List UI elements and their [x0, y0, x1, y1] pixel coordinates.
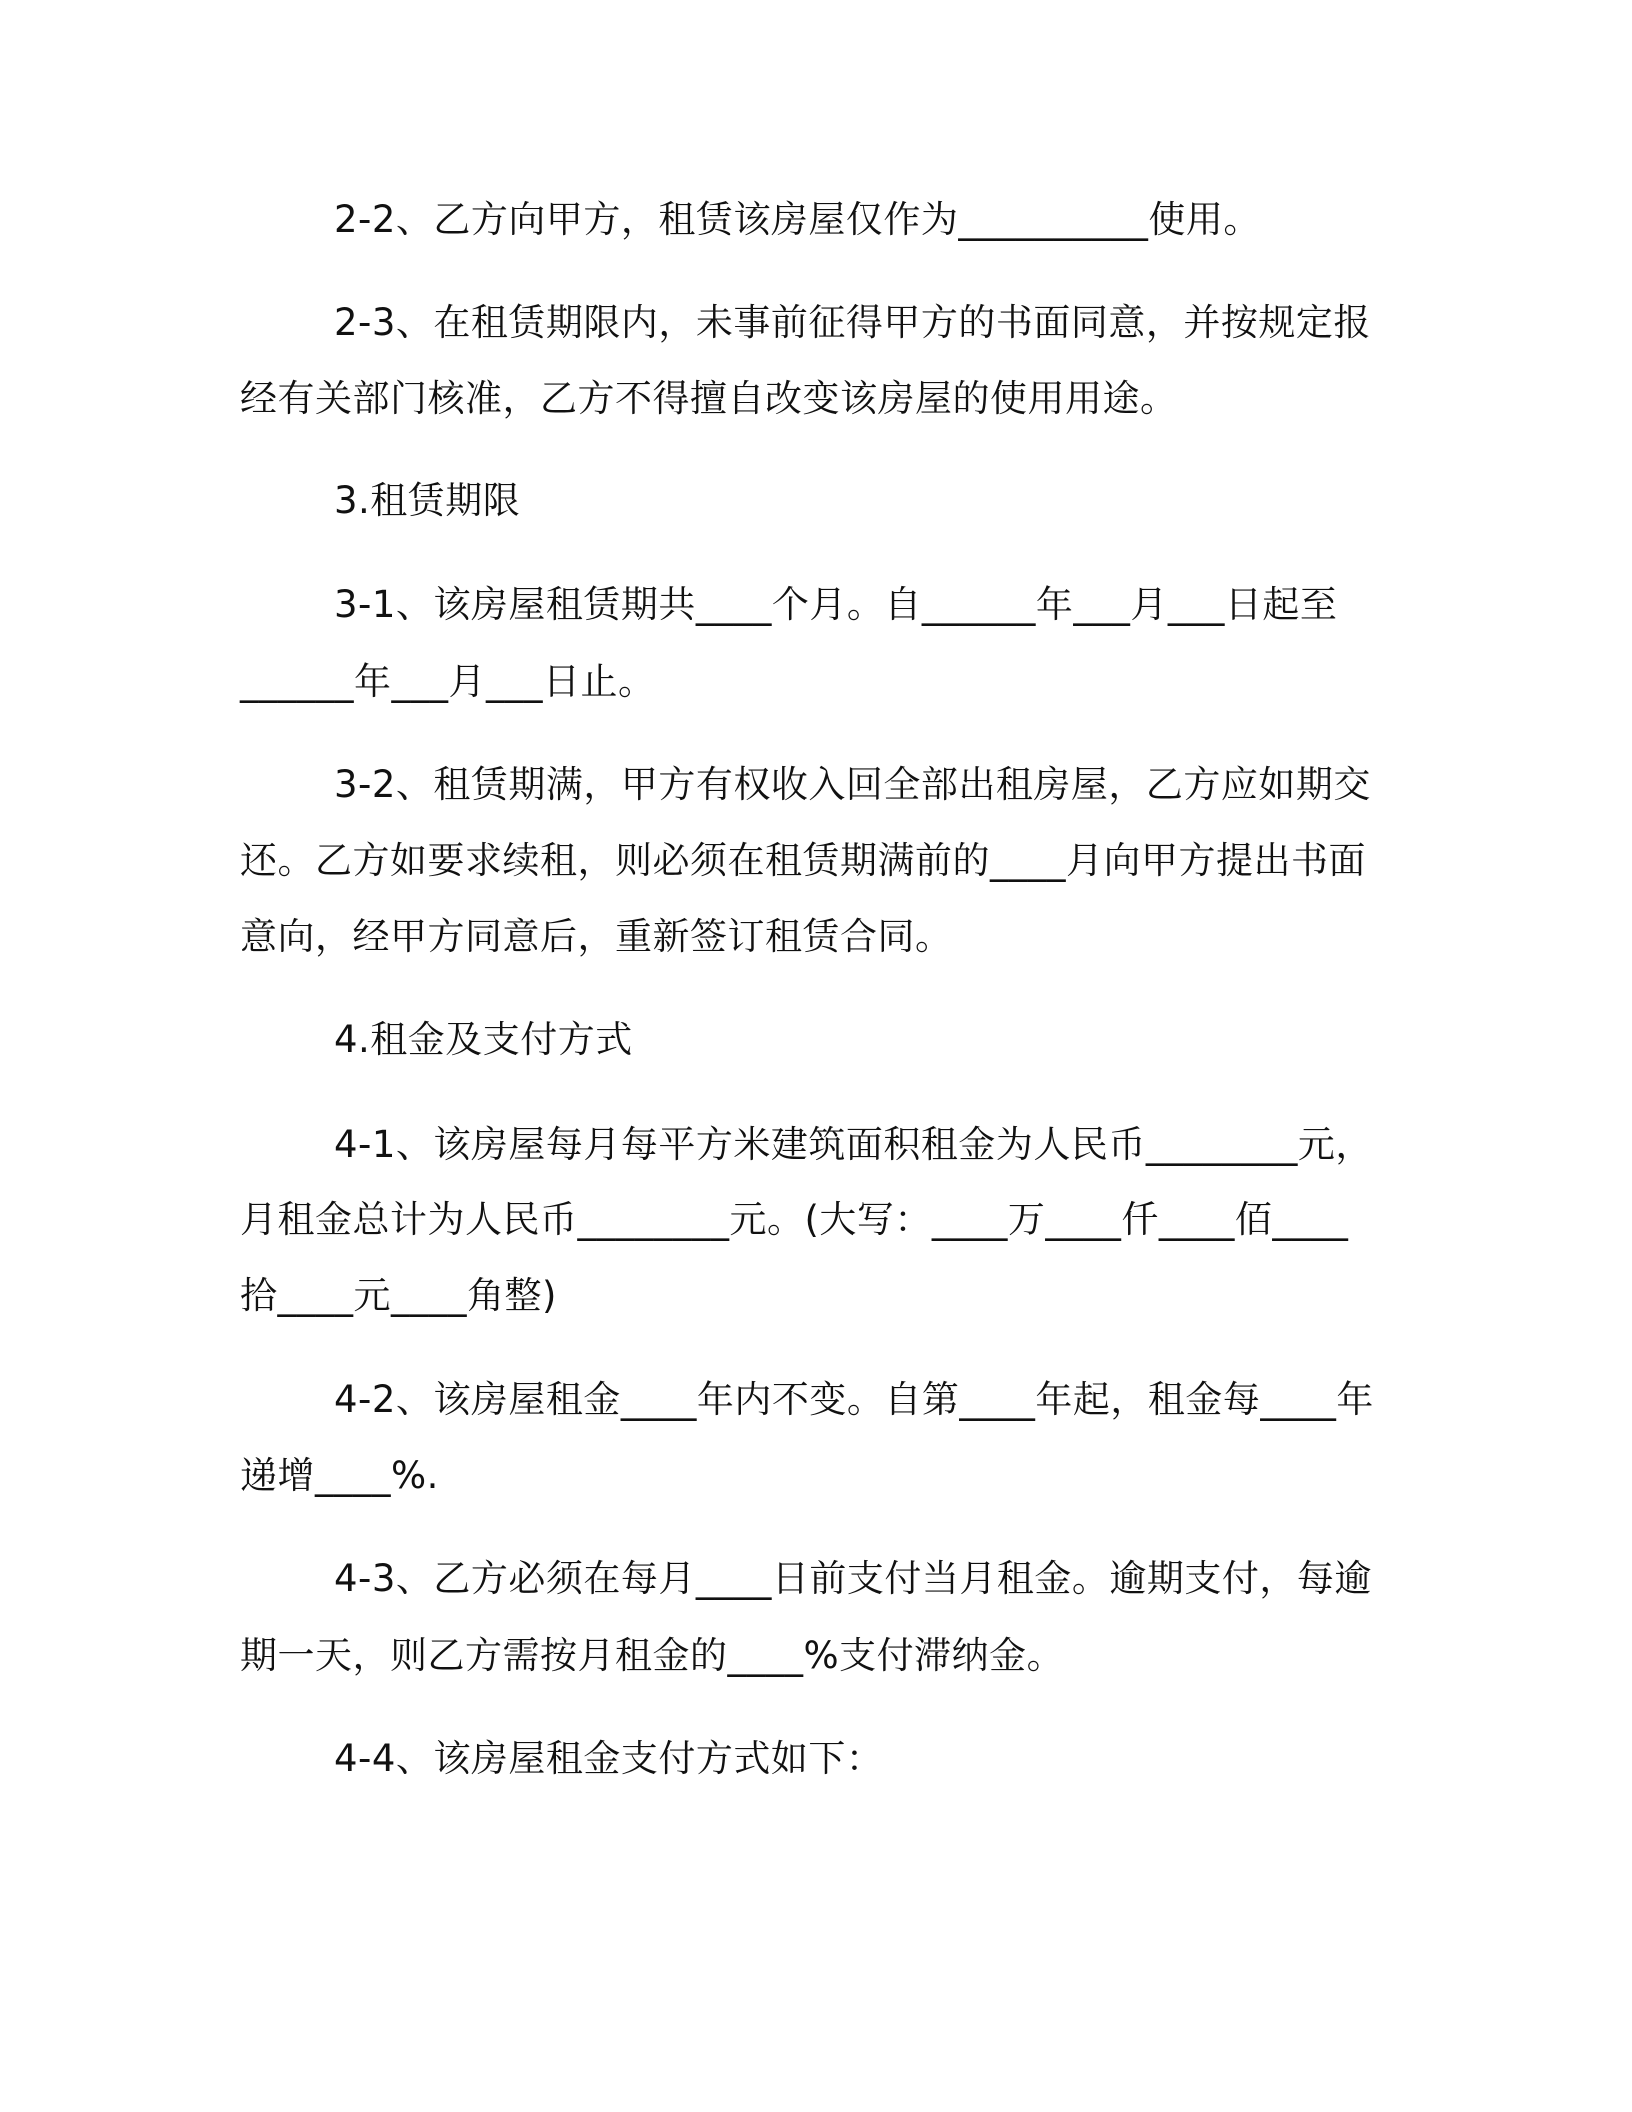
clause-4-3-line-2: 期一天，则乙方需按月租金的____%支付滞纳金。 [240, 1634, 1065, 1677]
clause-4-1-line-2: 月租金总计为人民币________元。(大写：____万____仟____佰____ [240, 1198, 1349, 1241]
section-4-heading: 4.租金及支付方式 [334, 1018, 633, 1061]
clause-3-1-line-2: ______年___月___日止。 [240, 660, 656, 703]
clause-2-3-line-2: 经有关部门核准，乙方不得擅自改变该房屋的使用用途。 [240, 377, 1178, 420]
clause-3-1-line-1: 3-1、该房屋租赁期共____个月。自______年___月___日起至 [334, 583, 1338, 626]
clause-4-1-line-1: 4-1、该房屋每月每平方米建筑面积租金为人民币________元， [334, 1123, 1373, 1166]
clause-4-3-line-1: 4-3、乙方必须在每月____日前支付当月租金。逾期支付，每逾 [334, 1557, 1372, 1600]
clause-3-2-line-1: 3-2、租赁期满，甲方有权收入回全部出租房屋，乙方应如期交 [334, 763, 1371, 806]
clause-4-4: 4-4、该房屋租金支付方式如下： [334, 1737, 884, 1780]
clause-3-2-line-3: 意向，经甲方同意后，重新签订租赁合同。 [240, 915, 953, 958]
clause-2-3-line-1: 2-3、在租赁期限内，未事前征得甲方的书面同意，并按规定报 [334, 301, 1371, 344]
clause-4-2-line-1: 4-2、该房屋租金____年内不变。自第____年起，租金每____年 [334, 1378, 1374, 1421]
clause-4-2-line-2: 递增____%. [240, 1454, 439, 1497]
clause-2-2: 2-2、乙方向甲方，租赁该房屋仅作为__________使用。 [334, 198, 1261, 241]
clause-4-1-line-3: 拾____元____角整) [240, 1274, 557, 1317]
clause-3-2-line-2: 还。乙方如要求续租，则必须在租赁期满前的____月向甲方提出书面 [240, 839, 1366, 882]
section-3-heading: 3.租赁期限 [334, 479, 521, 522]
